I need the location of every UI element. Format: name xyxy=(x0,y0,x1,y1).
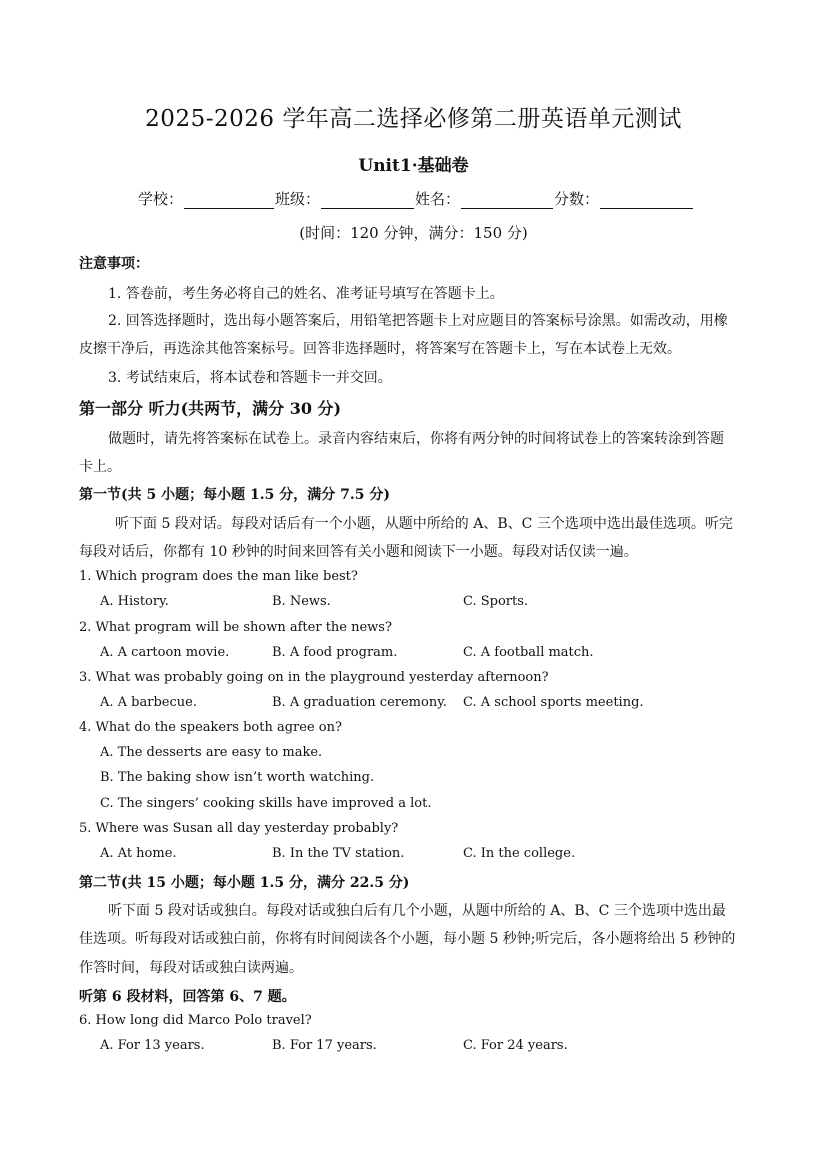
option-b: B. For 17 years. xyxy=(272,1038,377,1053)
option-b: B. In the TV station. xyxy=(272,846,405,861)
option-a: A. At home. xyxy=(100,846,177,861)
option-b: B. A food program. xyxy=(272,645,398,660)
question-5: 5. Where was Susan all day yesterday probably? xyxy=(79,821,399,836)
option-c: C. In the college. xyxy=(463,846,576,861)
class-label: 班级： xyxy=(275,190,321,208)
score-label: 分数： xyxy=(554,190,600,208)
material-heading: 听第 6 段材料，回答第 6、7 题。 xyxy=(79,989,296,1005)
school-label: 学校： xyxy=(138,190,184,208)
section2-heading: 第二节(共 15 小题；每小题 1.5 分，满分 22.5 分) xyxy=(79,875,410,891)
exam-title: 2025-2026 学年高二选择必修第二册英语单元测试 xyxy=(145,106,682,132)
exam-time-info: (时间：120 分钟，满分：150 分) xyxy=(299,224,528,242)
option-a: A. The desserts are easy to make. xyxy=(100,745,323,760)
student-info-row xyxy=(138,188,694,209)
option-c: C. Sports. xyxy=(463,594,529,609)
section1-intro: 听下面 5 段对话。每段对话后有一个小题，从题中所给的 A、B、C 三个选项中选出最佳选项。听完 xyxy=(115,516,733,532)
option-b: B. The baking show isn’t worth watching. xyxy=(100,770,375,785)
score-blank[interactable] xyxy=(600,192,693,209)
option-c: C. A school sports meeting. xyxy=(463,695,644,710)
section1-intro: 每段对话后，你都有 10 秒钟的时间来回答有关小题和阅读下一小题。每段对话仅读一遍。 xyxy=(79,544,638,560)
part1-intro: 卡上。 xyxy=(79,459,121,475)
notice-item: 2. 回答选择题时，选出每小题答案后，用铅笔把答题卡上对应题目的答案标号涂黑。如需改动，用橡 xyxy=(108,313,728,329)
option-a: A. A barbecue. xyxy=(100,695,197,710)
name-blank[interactable] xyxy=(461,192,553,209)
notice-item: 1. 答卷前，考生务必将自己的姓名、准考证号填写在答题卡上。 xyxy=(108,286,504,302)
section2-intro: 作答时间，每段对话或独白读两遍。 xyxy=(79,960,303,976)
section2-intro: 听下面 5 段对话或独白。每段对话或独白后有几个小题，从题中所给的 A、B、C 三个选项中选出最 xyxy=(108,903,726,919)
option-c: C. A football match. xyxy=(463,645,594,660)
question-6: 6. How long did Marco Polo travel? xyxy=(79,1013,312,1028)
option-c: C. The singers’ cooking skills have improved a lot. xyxy=(100,796,432,811)
notice-item: 皮擦干净后，再选涂其他答案标号。回答非选择题时，将答案写在答题卡上，写在本试卷上无效。 xyxy=(79,341,681,357)
notice-item: 3. 考试结束后，将本试卷和答题卡一并交回。 xyxy=(108,370,392,386)
school-blank[interactable] xyxy=(184,192,274,209)
part1-intro: 做题时，请先将答案标在试卷上。录音内容结束后，你将有两分钟的时间将试卷上的答案转涂到答题 xyxy=(108,431,724,447)
question-1: 1. Which program does the man like best? xyxy=(79,569,358,584)
part1-heading: 第一部分 听力(共两节，满分 30 分) xyxy=(79,399,342,418)
question-2: 2. What program will be shown after the news? xyxy=(79,620,392,635)
option-a: A. For 13 years. xyxy=(100,1038,205,1053)
name-label: 姓名： xyxy=(415,190,461,208)
option-a: A. History. xyxy=(100,594,169,609)
option-b: B. News. xyxy=(272,594,331,609)
section2-intro: 佳选项。听每段对话或独白前，你将有时间阅读各个小题，每小题 5 秒钟;听完后，各小题将给出 5 秒钟的 xyxy=(79,931,736,947)
option-a: A. A cartoon movie. xyxy=(100,645,230,660)
class-blank[interactable] xyxy=(321,192,414,209)
question-3: 3. What was probably going on in the playground yesterday afternoon? xyxy=(79,670,549,685)
question-4: 4. What do the speakers both agree on? xyxy=(79,720,342,735)
section1-heading: 第一节(共 5 小题；每小题 1.5 分，满分 7.5 分) xyxy=(79,487,390,503)
exam-subtitle: Unit1·基础卷 xyxy=(358,156,469,176)
option-b: B. A graduation ceremony. xyxy=(272,695,447,710)
option-c: C. For 24 years. xyxy=(463,1038,568,1053)
notice-heading: 注意事项： xyxy=(79,256,149,272)
